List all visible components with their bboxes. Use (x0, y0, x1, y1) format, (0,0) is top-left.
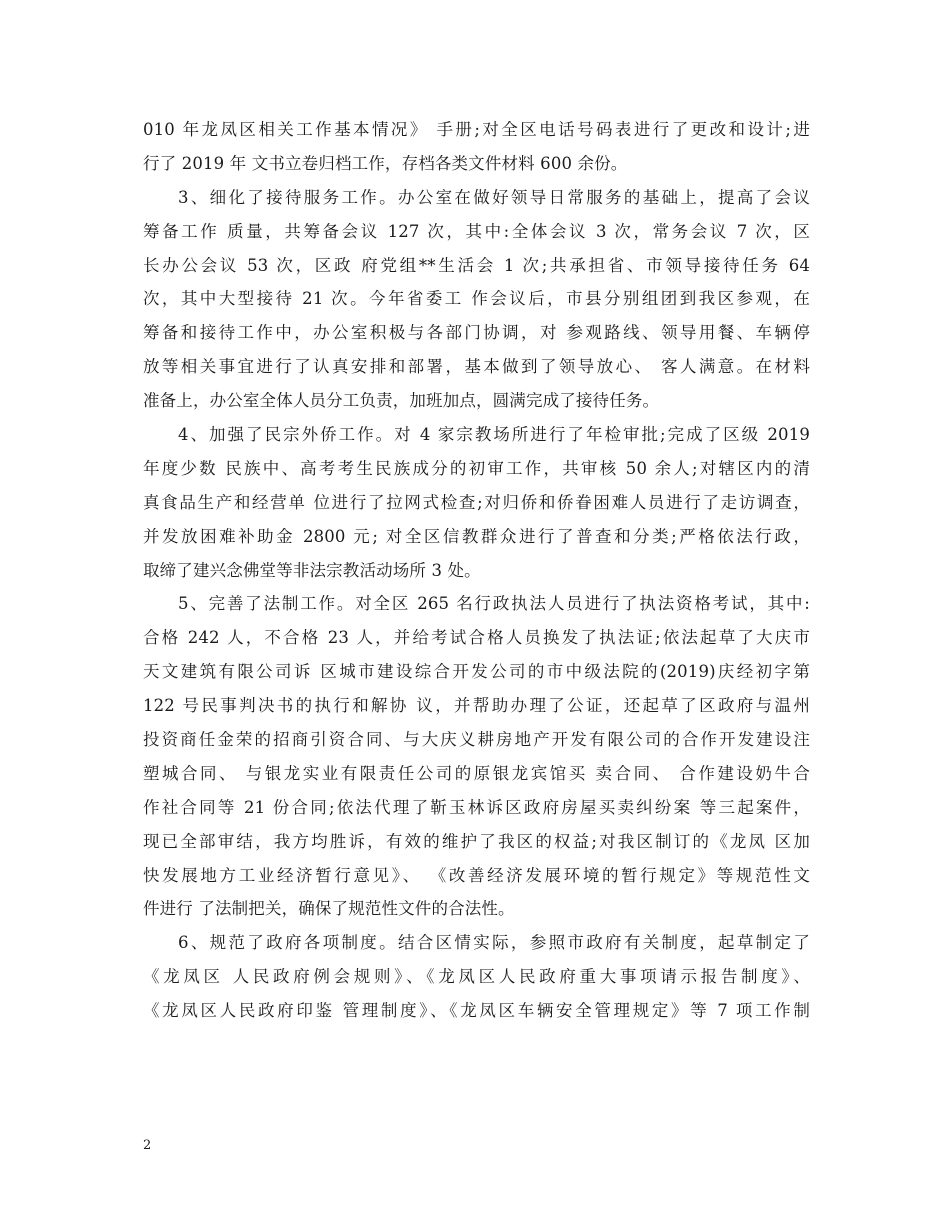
text-line: 筹备工作 质量，共筹备会议 127 次，其中:全体会议 3 次，常务会议 7 次，区 (143, 221, 810, 241)
text-line: 快发展地方工业经济暂行意见》、 《改善经济发展环境的暂行规定》等规范性文 (143, 865, 810, 885)
text-line: 天文建筑有限公司诉 区城市建设综合开发公司的市中级法院的(2019)庆经初字第 (143, 662, 810, 682)
paragraph-start-line: 6、规范了政府各项制度。结合区情实际，参照市政府有关制度，起草制定了 (178, 933, 810, 953)
text-line: 放等相关事宜进行了认真安排和部署，基本做到了领导放心、 客人满意。在材料 (143, 357, 810, 377)
text-line: 长办公会议 53 次，区政 府党组**生活会 1 次;共承担省、市领导接待任务 64 (143, 255, 810, 275)
text-line: 合格 242 人，不合格 23 人，并给考试合格人员换发了执法证;依法起草了大庆市 (143, 628, 810, 648)
text-line: 次，其中大型接待 21 次。今年省委工 作会议后，市县分别组团到我区参观，在 (143, 289, 810, 309)
text-line: 取缔了建兴念佛堂等非法宗教活动场所 3 处。 (143, 560, 481, 580)
text-line: 塑城合同、 与银龙实业有限责任公司的原银龙宾馆买 卖合同、 合作建设奶牛合 (143, 763, 810, 783)
paragraph-start-line: 5、完善了法制工作。对全区 265 名行政执法人员进行了执法资格考试，其中: (178, 594, 810, 614)
text-line: 真食品生产和经营单 位进行了拉网式检查;对归侨和侨眷困难人员进行了走访调查， (143, 492, 810, 512)
paragraph-start-line: 4、加强了民宗外侨工作。对 4 家宗教场所进行了年检审批;完成了区级 2019 (178, 425, 810, 445)
text-line: 件进行 了法制把关，确保了规范性文件的合法性。 (143, 899, 515, 919)
text-line: 《龙凤区人民政府印鉴 管理制度》、《龙凤区车辆安全管理规定》等 7 项工作制 (143, 1001, 810, 1021)
text-line: 现已全部审结，我方均胜诉，有效的维护了我区的权益;对我区制订的《龙凤 区加 (143, 831, 810, 851)
text-line: 《龙凤区 人民政府例会规则》、《龙凤区人民政府重大事项请示报告制度》、 (143, 967, 810, 987)
page-number: 2 (143, 1138, 152, 1153)
text-line: 年度少数 民族中、高考考生民族成分的初审工作，共审核 50 余人;对辖区内的清 (143, 458, 810, 478)
text-line: 作社合同等 21 份合同;依法代理了靳玉林诉区政府房屋买卖纠纷案 等三起案件， (143, 797, 810, 817)
text-line: 并发放困难补助金 2800 元; 对全区信教群众进行了普查和分类;严格依法行政， (143, 526, 810, 546)
text-line: 投资商任金荣的招商引资合同、与大庆义耕房地产开发有限公司的合作开发建设注 (143, 730, 810, 750)
text-line: 010 年龙凤区相关工作基本情况》 手册;对全区电话号码表进行了更改和设计;进 (143, 120, 810, 139)
document-body (143, 113, 810, 1028)
text-line: 筹备和接待工作中，办公室积极与各部门协调，对 参观路线、领导用餐、车辆停 (143, 323, 810, 343)
text-line: 122 号民事判决书的执行和解协 议，并帮助办理了公证，还起草了区政府与温州 (143, 696, 810, 716)
paragraph-start-line: 3、细化了接待服务工作。办公室在做好领导日常服务的基础上，提高了会议 (178, 187, 810, 207)
text-line: 行了 2019 年 文书立卷归档工作，存档各类文件材料 600 余份。 (143, 153, 628, 173)
text-line: 准备上，办公室全体人员分工负责，加班加点，圆满完成了接待任务。 (143, 391, 660, 411)
